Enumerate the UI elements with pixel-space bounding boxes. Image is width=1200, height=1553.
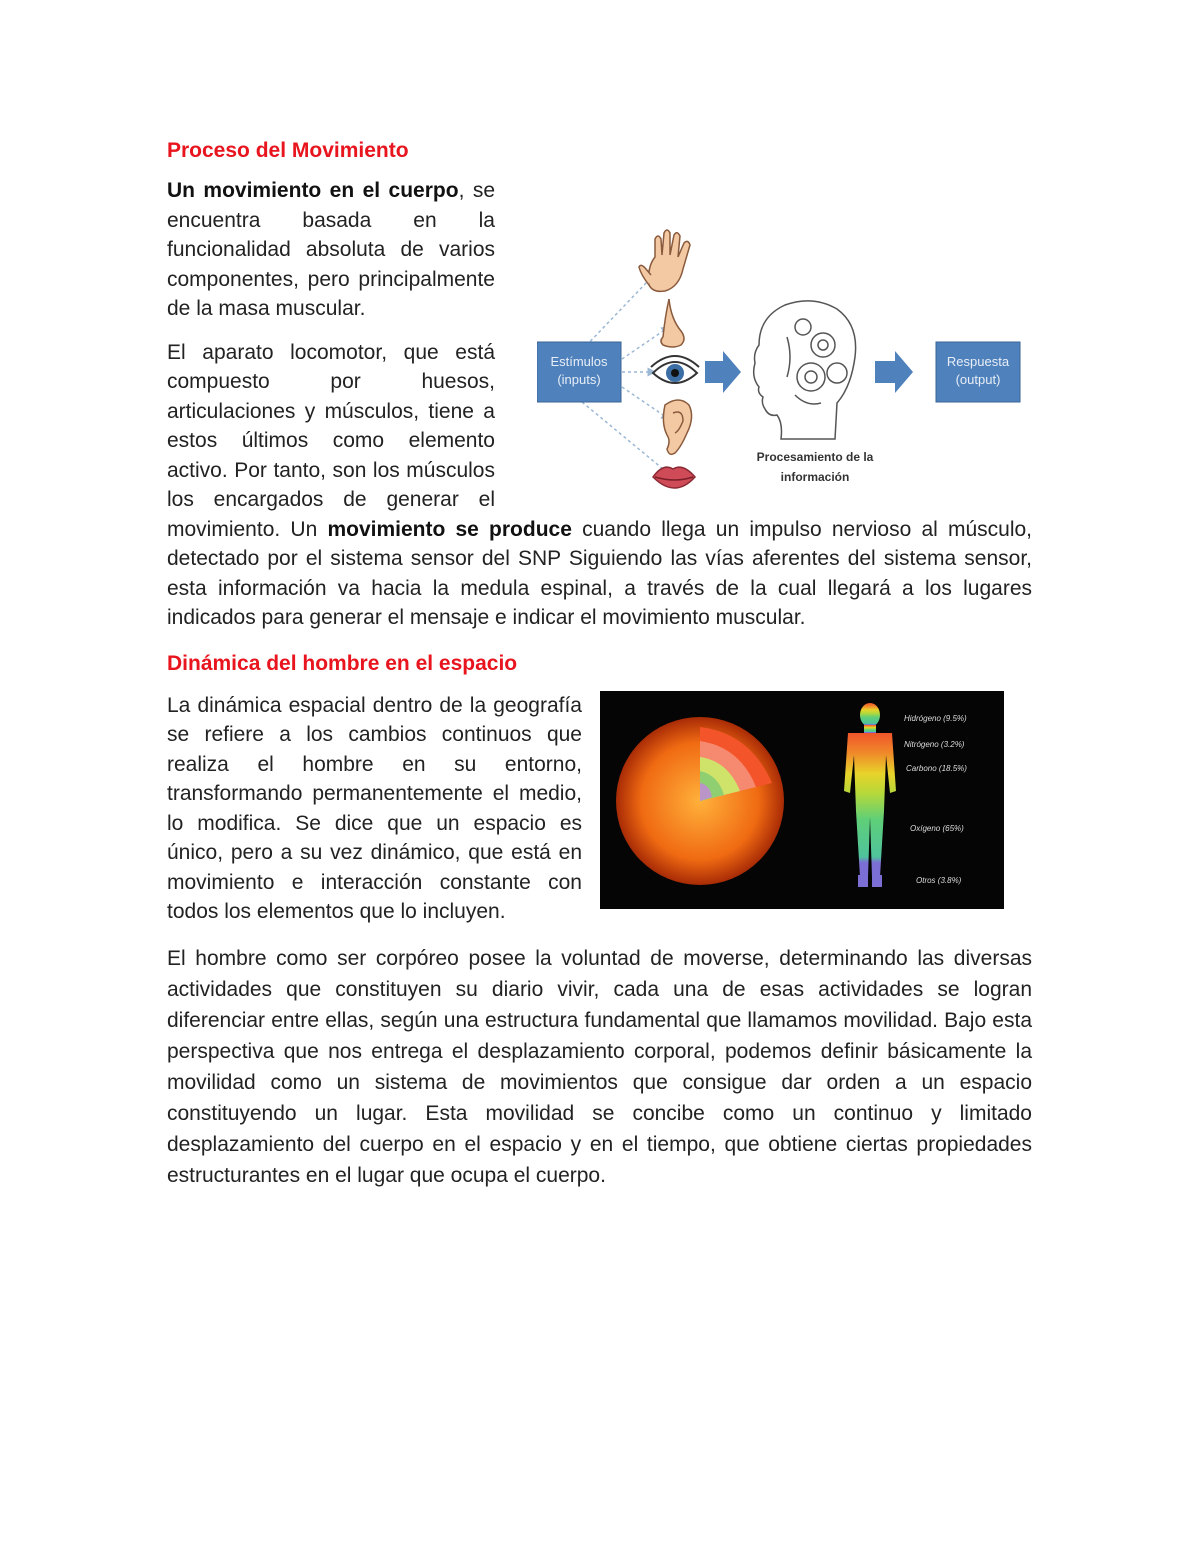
arrow-to-output — [875, 351, 913, 393]
text-movimiento-cuerpo: , se encuentra basada en la funcionalidad absoluta de varios componentes, pero principalmente de la masa muscular. — [167, 179, 495, 320]
output-box — [936, 342, 1020, 402]
inputs-box — [537, 342, 621, 402]
inputs-label-2: (inputs) — [557, 372, 601, 387]
lips-icon — [653, 467, 695, 488]
processing-label-1: Procesamiento de la — [756, 450, 874, 464]
text-locomotor-b: cuando llega un impulso nervioso al músculo, detectado por el sistema sensor del SNP Siguiendo las vías aferentes del sistema sensor, esta información va hacia la medula espinal, a través de la cual llegará a los lugares indicados para generar el mensaje e indicar el movimiento muscular. — [167, 517, 1033, 629]
bold-movimiento-produce: movimiento se produce — [327, 517, 572, 541]
ear-icon — [663, 400, 691, 454]
heading-dinamica-hombre: Dinámica del hombre en el espacio — [167, 651, 518, 675]
heading-proceso-movimiento: Proceso del Movimiento — [167, 139, 409, 162]
text-locomotor-a: El aparato locomotor, que está compuesto por huesos, articulaciones y músculos, tiene a estos últimos como elemento activo. Por tanto, son los músculos los encargados de generar el movimiento. Un — [167, 340, 495, 541]
brain-head-icon — [754, 301, 856, 439]
document-body — [167, 136, 1032, 1191]
label-nitrogeno: Nitrógeno (3.2%) — [904, 739, 965, 749]
stimulus-response-diagram — [537, 227, 1032, 507]
label-otros: Otros (3.8%) — [916, 875, 962, 885]
sun-icon — [616, 717, 784, 885]
paragraph-hombre-corporeo: El hombre como ser corpóreo posee la voluntad de moverse, determinando las diversas actividades que constituyen su diario vivir, cada una de esas actividades se logran diferenciar entre ellas, según una estructura fundamental que llamamos movilidad. Bajo esta perspectiva que nos entrega el desplazamiento corporal, podemos definir básicamente la movilidad como un sistema de movimientos que consigue dar orden a un espacio constituyendo un lugar. Esta movilidad se concibe como un continuo y limitado desplazamiento del cuerpo en el espacio y en el tiempo, que obtiene ciertas propiedades estructurantes en el lugar que ocupa el cuerpo. — [167, 946, 1032, 1187]
bold-movimiento-cuerpo: Un movimiento en el cuerpo — [167, 179, 459, 202]
hand-icon — [639, 230, 690, 291]
label-carbono: Carbono (18.5%) — [906, 763, 967, 773]
paragraph-dinamica-espacial: La dinámica espacial dentro de la geografía se refiere a los cambios continuos que realiza el hombre en su entorno, transformando permanentemente el medio, lo modifica. Se dice que un espacio es único, pero a su vez dinámico, que está en movimiento e interacción constante con todos los elementos que lo incluyen. — [167, 693, 582, 923]
label-hidrogeno: Hidrógeno (9.5%) — [904, 713, 967, 723]
output-label-2: (output) — [955, 372, 1001, 387]
nose-icon — [661, 299, 684, 347]
inputs-label-1: Estímulos — [550, 354, 608, 369]
arrow-to-processing — [705, 351, 741, 393]
label-oxigeno: Oxígeno (65%) — [910, 823, 964, 833]
processing-label-2: información — [780, 470, 850, 484]
sun-and-human-composition-image — [600, 691, 1004, 909]
eye-icon — [651, 356, 699, 383]
output-label-1: Respuesta — [946, 354, 1010, 369]
